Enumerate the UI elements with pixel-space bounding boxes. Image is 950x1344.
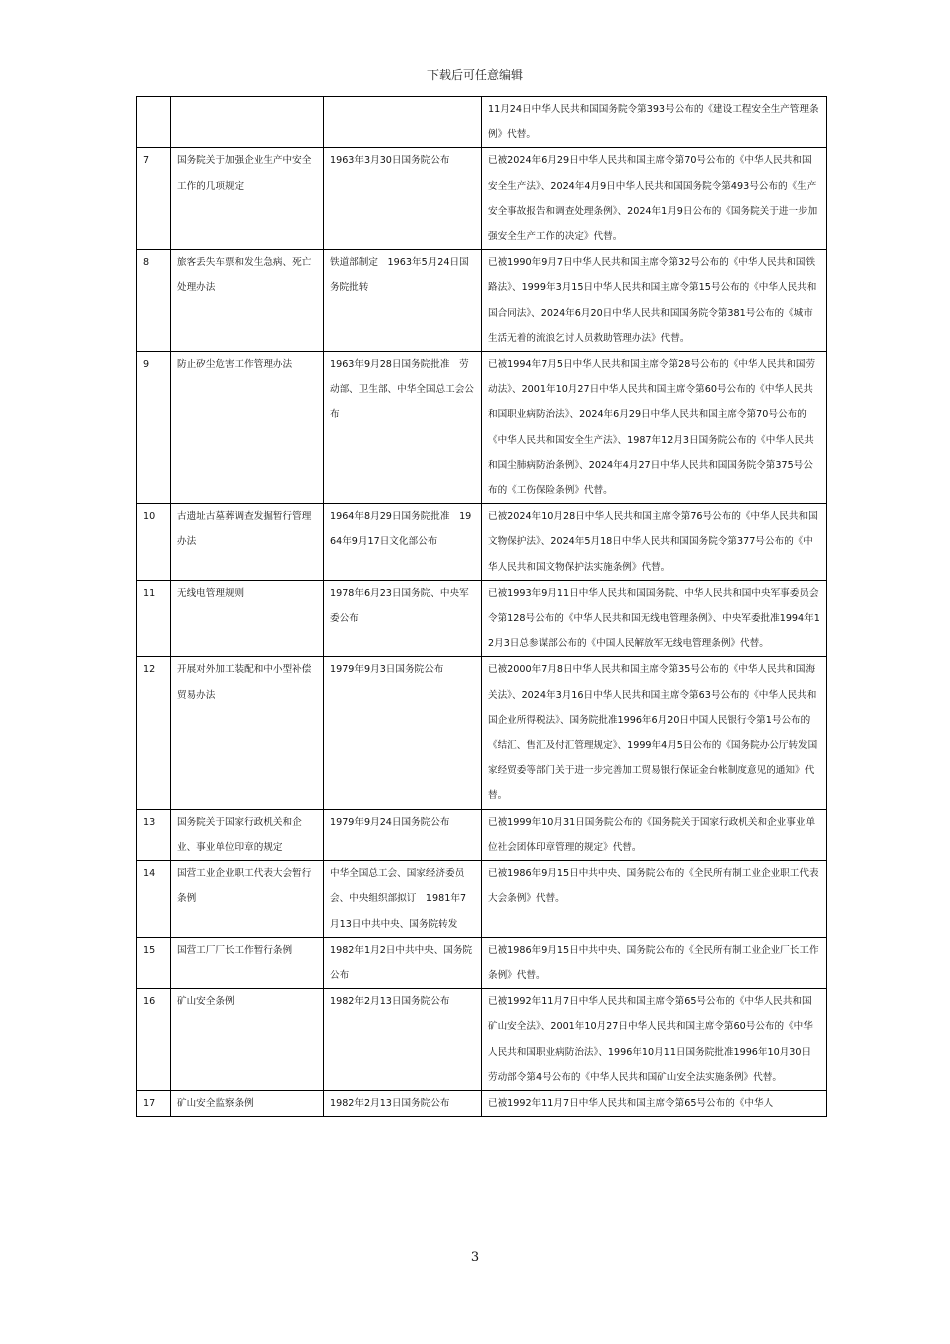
row-number: 11 — [137, 580, 171, 657]
issued-info: 1982年2月13日国务院公布 — [324, 1090, 482, 1116]
regulation-title: 开展对外加工装配和中小型补偿贸易办法 — [171, 657, 324, 809]
issued-info — [324, 97, 482, 148]
page-number: 3 — [470, 1250, 480, 1265]
row-number: 7 — [137, 148, 171, 250]
replacement-status: 已被1986年9月15日中共中央、国务院公布的《全民所有制工业企业职工代表大会条例》代替。 — [482, 861, 827, 938]
replacement-status: 已被1992年11月7日中华人民共和国主席令第65号公布的《中华人民共和国矿山安全法》、2001年10月27日中华人民共和国主席令第60号公布的《中华人民共和国职业病防治法》、1996年10月11日国务院批准1996年10月30日劳动部令第4号公布的《中华人民共和国矿山安全法实施条例》代替。 — [482, 989, 827, 1091]
issued-info: 1963年3月30日国务院公布 — [324, 148, 482, 250]
row-number: 17 — [137, 1090, 171, 1116]
replacement-status: 已被1992年11月7日中华人民共和国主席令第65号公布的《中华人 — [482, 1090, 827, 1116]
regulation-title: 国务院关于国家行政机关和企业、事业单位印章的规定 — [171, 809, 324, 860]
issued-info: 1979年9月3日国务院公布 — [324, 657, 482, 809]
regulation-title: 国营工厂厂长工作暂行条例 — [171, 937, 324, 988]
replacement-status: 已被1993年9月11日中华人民共和国国务院、中华人民共和国中央军事委员会令第128号公布的《中华人民共和国无线电管理条例》、中央军委批准1994年12月3日总参谋部公布的《中国人民解放军无线电管理条例》代替。 — [482, 580, 827, 657]
replacement-status: 已被1990年9月7日中华人民共和国主席令第32号公布的《中华人民共和国铁路法》、1999年3月15日中华人民共和国主席令第15号公布的《中华人民共和国合同法》、2024年6月20日中华人民共和国国务院令第381号公布的《城市生活无着的流浪乞讨人员救助管理办法》代替。 — [482, 250, 827, 352]
table-row — [137, 1090, 827, 1116]
issued-info: 铁道部制定 1963年5月24日国务院批转 — [324, 250, 482, 352]
issued-info: 1982年2月13日国务院公布 — [324, 989, 482, 1091]
regulation-title: 无线电管理规则 — [171, 580, 324, 657]
row-number: 8 — [137, 250, 171, 352]
regulation-title: 防止矽尘危害工作管理办法 — [171, 352, 324, 504]
page-header: 下载后可任意编辑 — [426, 68, 523, 82]
table-row — [137, 937, 827, 988]
regulation-title: 旅客丢失车票和发生急病、死亡处理办法 — [171, 250, 324, 352]
replacement-status: 已被1986年9月15日中共中央、国务院公布的《全民所有制工业企业厂长工作条例》代替。 — [482, 937, 827, 988]
replacement-status: 已被2024年6月29日中华人民共和国主席令第70号公布的《中华人民共和国安全生产法》、2024年4月9日中华人民共和国国务院令第493号公布的《生产安全事故报告和调查处理条例》、2024年1月9日公布的《国务院关于进一步加强安全生产工作的决定》代替。 — [482, 148, 827, 250]
regulation-title: 国务院关于加强企业生产中安全工作的几项规定 — [171, 148, 324, 250]
row-number — [137, 97, 171, 148]
regulation-title: 矿山安全监察条例 — [171, 1090, 324, 1116]
regulation-title: 古遗址古墓葬调查发掘暂行管理办法 — [171, 504, 324, 581]
row-number: 9 — [137, 352, 171, 504]
table-row — [137, 809, 827, 860]
regulation-title: 国营工业企业职工代表大会暂行条例 — [171, 861, 324, 938]
table-row — [137, 861, 827, 938]
row-number: 12 — [137, 657, 171, 809]
table-row — [137, 657, 827, 809]
regulations-table — [136, 96, 827, 1117]
issued-info: 中华全国总工会、国家经济委员会、中央组织部拟订 1981年7月13日中共中央、国务院转发 — [324, 861, 482, 938]
row-number: 14 — [137, 861, 171, 938]
issued-info: 1963年9月28日国务院批准 劳动部、卫生部、中华全国总工会公布 — [324, 352, 482, 504]
table-row — [137, 250, 827, 352]
row-number: 13 — [137, 809, 171, 860]
replacement-status: 已被2000年7月8日中华人民共和国主席令第35号公布的《中华人民共和国海关法》、2024年3月16日中华人民共和国主席令第63号公布的《中华人民共和国企业所得税法》、国务院批准1996年6月20日中国人民银行令第1号公布的《结汇、售汇及付汇管理规定》、1999年4月5日公布的《国务院办公厅转发国家经贸委等部门关于进一步完善加工贸易银行保证金台帐制度意见的通知》代替。 — [482, 657, 827, 809]
issued-info: 1964年8月29日国务院批准 1964年9月17日文化部公布 — [324, 504, 482, 581]
replacement-status: 已被1999年10月31日国务院公布的《国务院关于国家行政机关和企业事业单位社会团体印章管理的规定》代替。 — [482, 809, 827, 860]
table-row — [137, 97, 827, 148]
issued-info: 1979年9月24日国务院公布 — [324, 809, 482, 860]
table-row — [137, 580, 827, 657]
table-row — [137, 148, 827, 250]
replacement-status: 11月24日中华人民共和国国务院令第393号公布的《建设工程安全生产管理条例》代替。 — [482, 97, 827, 148]
table-row — [137, 504, 827, 581]
replacement-status: 已被1994年7月5日中华人民共和国主席令第28号公布的《中华人民共和国劳动法》、2001年10月27日中华人民共和国主席令第60号公布的《中华人民共和国职业病防治法》、2024年6月29日中华人民共和国主席令第70号公布的《中华人民共和国安全生产法》、1987年12月3日国务院公布的《中华人民共和国尘肺病防治条例》、2024年4月27日中华人民共和国国务院令第375号公布的《工伤保险条例》代替。 — [482, 352, 827, 504]
regulation-title: 矿山安全条例 — [171, 989, 324, 1091]
table-row — [137, 989, 827, 1091]
issued-info: 1978年6月23日国务院、中央军委公布 — [324, 580, 482, 657]
row-number: 15 — [137, 937, 171, 988]
issued-info: 1982年1月2日中共中央、国务院公布 — [324, 937, 482, 988]
row-number: 16 — [137, 989, 171, 1091]
replacement-status: 已被2024年10月28日中华人民共和国主席令第76号公布的《中华人民共和国文物保护法》、2024年5月18日中华人民共和国国务院令第377号公布的《中华人民共和国文物保护法实施条例》代替。 — [482, 504, 827, 581]
regulation-title — [171, 97, 324, 148]
row-number: 10 — [137, 504, 171, 581]
table-row — [137, 352, 827, 504]
